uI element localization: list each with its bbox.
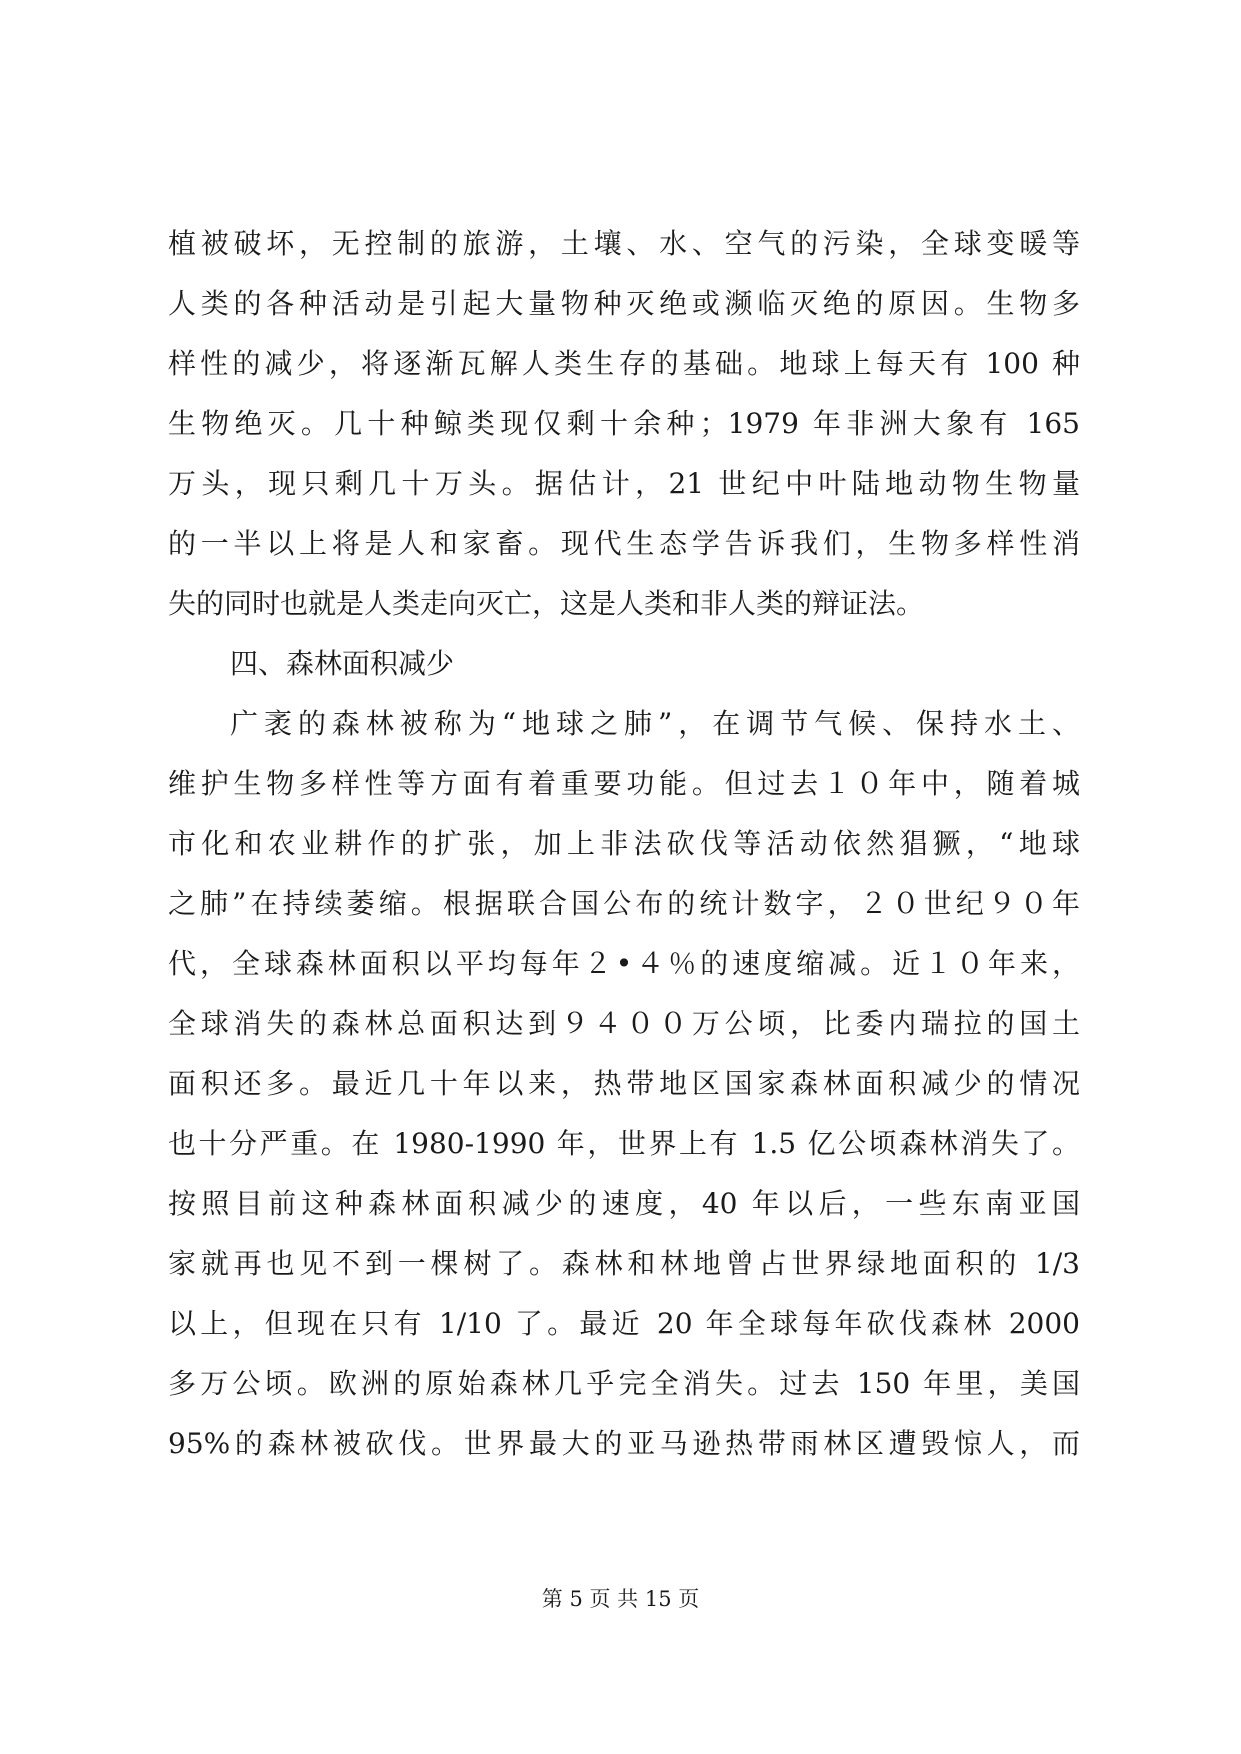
body-line: 生物绝灭。几十种鲸类现仅剩十余种；1979 年非洲大象有 165 bbox=[168, 407, 1080, 440]
body-line: 维护生物多样性等方面有着重要功能。但过去１０年中，随着城 bbox=[168, 767, 1080, 800]
body-line: 的一半以上将是人和家畜。现代生态学告诉我们，生物多样性消 bbox=[168, 527, 1080, 560]
body-line: 之肺”在持续萎缩。根据联合国公布的统计数字，２０世纪９０年 bbox=[168, 887, 1080, 920]
body-line: 样性的减少，将逐渐瓦解人类生存的基础。地球上每天有 100 种 bbox=[168, 347, 1080, 380]
body-line: 失的同时也就是人类走向灭亡，这是人类和非人类的辩证法。 bbox=[168, 587, 925, 620]
body-line: 多万公顷。欧洲的原始森林几乎完全消失。过去 150 年里，美国 bbox=[168, 1367, 1080, 1400]
section-heading: 四、森林面积减少 bbox=[230, 647, 455, 680]
body-line: 全球消失的森林总面积达到９４００万公顷，比委内瑞拉的国土 bbox=[168, 1007, 1080, 1040]
body-line: 面积还多。最近几十年以来，热带地区国家森林面积减少的情况 bbox=[168, 1067, 1080, 1100]
body-line: 市化和农业耕作的扩张，加上非法砍伐等活动依然猖獗，“地球 bbox=[168, 827, 1080, 860]
body-line: 万头，现只剩几十万头。据估计，21 世纪中叶陆地动物生物量 bbox=[168, 467, 1080, 500]
paragraph-first-line: 广袤的森林被称为“地球之肺”，在调节气候、保持水土、 bbox=[230, 707, 1080, 740]
body-line: 植被破坏，无控制的旅游，土壤、水、空气的污染，全球变暖等 bbox=[168, 227, 1080, 260]
body-line: 代，全球森林面积以平均每年２•４％的速度缩减。近１０年来， bbox=[168, 947, 1080, 980]
body-line: 以上，但现在只有 1/10 了。最近 20 年全球每年砍伐森林 2000 bbox=[168, 1307, 1080, 1340]
body-line: 按照目前这种森林面积减少的速度，40 年以后，一些东南亚国 bbox=[168, 1187, 1080, 1220]
body-line: 也十分严重。在 1980-1990 年，世界上有 1.5 亿公顷森林消失了。 bbox=[168, 1127, 1080, 1160]
body-line: 人类的各种活动是引起大量物种灭绝或濒临灭绝的原因。生物多 bbox=[168, 287, 1080, 320]
body-line: 95%的森林被砍伐。世界最大的亚马逊热带雨林区遭毁惊人，而 bbox=[168, 1427, 1080, 1460]
page-footer: 第 5 页 共 15 页 bbox=[541, 1587, 700, 1611]
body-line: 家就再也见不到一棵树了。森林和林地曾占世界绿地面积的 1/3 bbox=[168, 1247, 1080, 1280]
